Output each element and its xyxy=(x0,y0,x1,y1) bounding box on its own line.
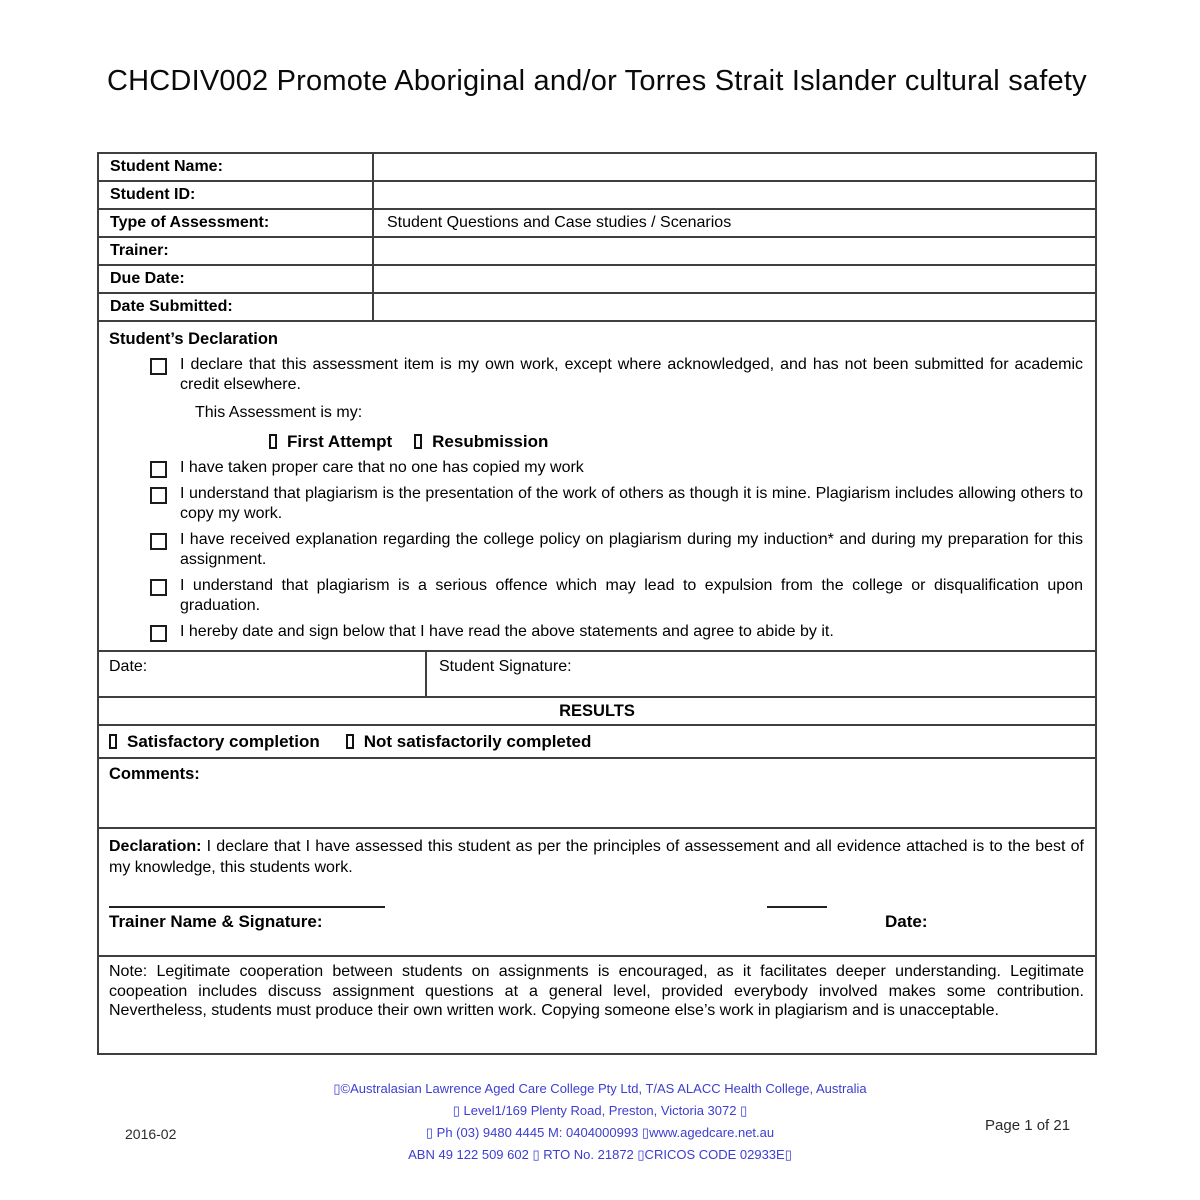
student-name-label: Student Name: xyxy=(99,154,374,180)
assessor-declaration-section xyxy=(99,829,1095,957)
trainer-field[interactable] xyxy=(374,238,1095,264)
trainer-label: Trainer: xyxy=(99,238,374,264)
date-label[interactable]: Date: xyxy=(99,652,427,696)
table-row-student-name xyxy=(99,154,1095,182)
checkbox-icon[interactable] xyxy=(150,358,167,375)
assessment-is-my-text: This Assessment is my: xyxy=(195,404,363,421)
declaration-item xyxy=(150,355,1083,395)
page-number: Page 1 of 21 xyxy=(985,1117,1071,1134)
not-satisfactory-label: Not satisfactorily completed xyxy=(363,732,592,751)
first-attempt-label: First Attempt xyxy=(287,432,393,451)
date-line[interactable] xyxy=(767,906,827,908)
declaration-item xyxy=(150,622,1083,642)
footer-line-abn-rto: ABN 49 122 509 602 ▯ RTO No. 21872 ▯CRICOS CODE 02933E▯ xyxy=(408,1147,792,1162)
trainer-name-signature-label: Trainer Name & Signature: xyxy=(109,912,323,931)
student-declaration-section xyxy=(99,322,1095,652)
student-declaration-heading: Student’s Declaration xyxy=(109,330,279,348)
declaration-item-text: I have taken proper care that no one has copied my work xyxy=(180,459,584,476)
declaration-item-text: I understand that plagiarism is the presentation of the work of others as though it is mine. Plagiarism includes allowing others to copy my work. xyxy=(180,485,1083,522)
checkbox-icon[interactable] xyxy=(150,579,167,596)
assessment-type-label: Type of Assessment: xyxy=(99,210,374,236)
checkbox-icon[interactable] xyxy=(150,461,167,478)
first-attempt-checkbox-icon[interactable] xyxy=(269,434,277,449)
table-row-due-date xyxy=(99,266,1095,294)
document-version: 2016-02 xyxy=(125,1126,177,1142)
declaration-item xyxy=(150,530,1083,570)
assessor-declaration-paragraph xyxy=(99,829,1095,878)
assessor-date-label: Date: xyxy=(885,912,928,931)
assessor-declaration-text: I declare that I have assessed this student as per the principles of assessement and all evidence attached is to the best of my knowledge, this students work. xyxy=(109,838,1084,876)
footer-line-college: ▯©Australasian Lawrence Aged Care College Pty Ltd, T/AS ALACC Health College, Australia xyxy=(333,1081,867,1096)
declaration-item-text: I have received explanation regarding the college policy on plagiarism during my induction* and during my preparation for this assignment. xyxy=(180,531,1083,568)
satisfactory-checkbox-icon[interactable] xyxy=(109,734,117,749)
checkbox-icon[interactable] xyxy=(150,625,167,642)
declaration-item-text: I understand that plagiarism is a serious offence which may lead to expulsion from the college or disqualification upon graduation. xyxy=(180,577,1083,614)
not-satisfactory-checkbox-icon[interactable] xyxy=(346,734,354,749)
assessment-type-value: Student Questions and Case studies / Scenarios xyxy=(387,214,732,231)
attempt-options xyxy=(269,432,1083,452)
resubmission-label: Resubmission xyxy=(432,432,549,451)
declaration-item-text: I hereby date and sign below that I have read the above statements and agree to abide by it. xyxy=(180,623,834,640)
student-signature-label[interactable]: Student Signature: xyxy=(439,658,572,675)
declaration-item xyxy=(150,458,1083,478)
footer-line-phone-web[interactable]: ▯ Ph (03) 9480 4445 M: 0404000993 ▯www.agedcare.net.au xyxy=(425,1125,775,1140)
page-title: CHCDIV002 Promote Aboriginal and/or Torres Strait Islander cultural safety xyxy=(107,65,1087,97)
results-heading: RESULTS xyxy=(99,698,1095,726)
student-id-field[interactable] xyxy=(374,182,1095,208)
table-row-student-id xyxy=(99,182,1095,210)
satisfactory-label: Satisfactory completion xyxy=(127,732,320,751)
trainer-signature-line[interactable] xyxy=(109,906,385,908)
assessor-declaration-label: Declaration: xyxy=(109,838,202,855)
assessment-cover-table xyxy=(97,152,1097,1055)
results-options-row xyxy=(99,726,1095,759)
student-id-label: Student ID: xyxy=(99,182,374,208)
checkbox-icon[interactable] xyxy=(150,533,167,550)
due-date-field[interactable] xyxy=(374,266,1095,292)
date-signature-row xyxy=(99,652,1095,698)
student-name-field[interactable] xyxy=(374,154,1095,180)
checkbox-icon[interactable] xyxy=(150,487,167,504)
date-submitted-field[interactable] xyxy=(374,294,1095,320)
table-row-trainer xyxy=(99,238,1095,266)
declaration-item-text: I declare that this assessment item is my own work, except where acknowledged, and has not been submitted for academic credit elsewhere. xyxy=(180,356,1083,393)
comments-label[interactable]: Comments: xyxy=(99,759,1095,829)
table-row-date-submitted xyxy=(99,294,1095,322)
footer-line-address: ▯ Level1/169 Plenty Road, Preston, Victoria 3072 ▯ xyxy=(452,1103,748,1118)
due-date-label: Due Date: xyxy=(99,266,374,292)
declaration-item xyxy=(150,484,1083,524)
cooperation-note: Note: Legitimate cooperation between students on assignments is encouraged, as it facilitates deeper understanding. Legitimate coopeation includes discuss assignment questions at a general level, provided everybody involved makes some contribution. Nevertheless, students must produce their own written work. Copying someone else’s work in plagiarism and is unacceptable. xyxy=(109,963,1084,1019)
resubmission-checkbox-icon[interactable] xyxy=(414,434,422,449)
table-row-assessment-type xyxy=(99,210,1095,238)
declaration-item xyxy=(150,576,1083,616)
date-submitted-label: Date Submitted: xyxy=(99,294,374,320)
